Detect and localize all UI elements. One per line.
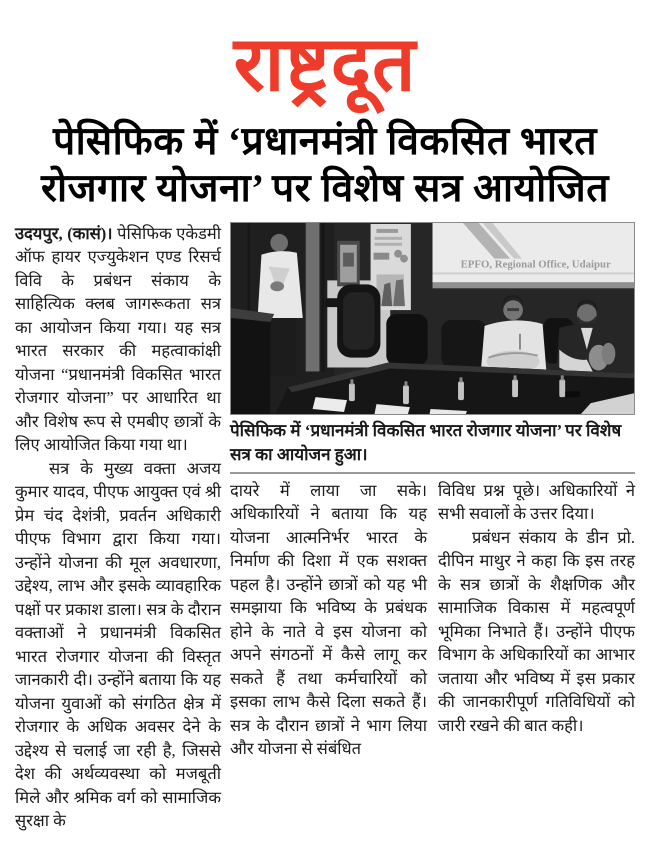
- headline-line-1: पेसिफिक में ‘प्रधानमंत्री विकसित भारत: [52, 119, 598, 163]
- small-poster: [337, 241, 360, 287]
- paragraph-2: सत्र के मुख्य वक्ता अजय कुमार यादव, पीएफ आयुक्त एवं श्री प्रेम चंद देशंत्री, प्रवर्तन अधिकारी पीएफ विभाग द्वारा किया गया। उन्होंने योजना की मूल अवधारणा, उद्देश्य, लाभ और इसके व्यावहारिक पक्षों पर प्रकाश डाला। सत्र के दौरान वक्ताओं ने प्रधानमंत्री विकसित भारत रोजगार योजना की विस्तृत जानकारी दी। उन्होंने बताया कि यह योजना युवाओं को संगठित क्षेत्र में रोजगार के अधिक अवसर देने के उद्देश्य से चलाई जा रही है, जिससे देश की अर्थव्यवस्था को मजबूती मिले और श्रमिक वर्ग को सामाजिक सुरक्षा के: [15, 458, 221, 831]
- empty-chair-3: [441, 320, 486, 368]
- column-right-paragraph-2: प्रबंधन संकाय के डीन प्रो. दीपिन माथुर ने कहा कि इस तरह के सत्र छात्रों के शैक्षणिक और सामाजिक विकास में महत्वपूर्ण भूमिका निभाते हैं। उन्होंने पीएफ विभाग के अधिकारियों का आभार जताया और भविष्य में इस प्रकार की जानकारीपूर्ण गतिविधियों को जारी रखने की बात कही।: [438, 527, 635, 735]
- paragraph-1: [15, 222, 221, 457]
- photo-caption: पेसिफिक में ‘प्रधानमंत्री विकसित भारत रोजगार योजना’ पर विशेष सत्र का आयोजन हुआ।: [230, 415, 635, 474]
- paragraph-1-text: पेसिफिक एकेडमी ऑफ हायर एज्युकेशन एण्ड रिसर्च विवि के प्रबंधन संकाय के साहित्यिक क्लब जागरूकता सत्र का आयोजन किया गया। यह सत्र भारत सरकार की महत्वाकांक्षी योजना “प्रधानमंत्री विकसित भारत रोजगार योजना” पर आधारित था और विशेष रूप से एमबीए छात्रों के लिए आयोजित किया गया था।: [15, 223, 222, 455]
- empty-chair-2: [386, 314, 427, 365]
- empty-chair: [337, 284, 380, 357]
- conference-photo-illustration: [231, 223, 634, 414]
- dateline: उदयपुर, (कासं)।: [15, 223, 113, 243]
- lower-columns: [230, 479, 635, 761]
- speaker-head: [270, 234, 288, 252]
- column-left: [15, 222, 221, 833]
- column-right-paragraph-1: विविध प्रश्न पूछे। अधिकारियों ने सभी सवालों के उत्तर दिया।: [438, 480, 635, 524]
- article-headline: [14, 118, 636, 212]
- column-middle-text: दायरे में लाया जा सके। अधिकारियों ने बताया कि यह योजना आत्मनिर्भर भारत के निर्माण की दिशा में एक सशक्त पहल है। उन्होंने छात्रों को यह भी समझाया कि भविष्य के प्रबंधक होने के नाते वे इस योजना को अपने संगठनों में कैसे लागू कर सकते हैं तथा कर्मचारियों को इसका लाभ कैसे दिला सकते हैं। सत्र के दौरान छात्रों ने भाग लिया और योजना से संबंधित: [230, 480, 427, 759]
- screen-text: EPFO, Regional Office, Udaipur: [460, 258, 611, 271]
- podium: [231, 308, 274, 414]
- news-photo: [230, 222, 635, 415]
- column-middle: [230, 479, 427, 761]
- article-body: [15, 222, 635, 833]
- masthead-title: राष्ट्रदूत: [233, 23, 417, 107]
- column-right: [438, 479, 635, 761]
- wall-pillar: [306, 223, 320, 371]
- photo-and-columns: [230, 222, 635, 833]
- projection-screen: [433, 223, 635, 288]
- phone-on-table: [565, 391, 580, 397]
- headline-line-2: रोजगार योजना’ पर विशेष सत्र आयोजित: [41, 166, 609, 210]
